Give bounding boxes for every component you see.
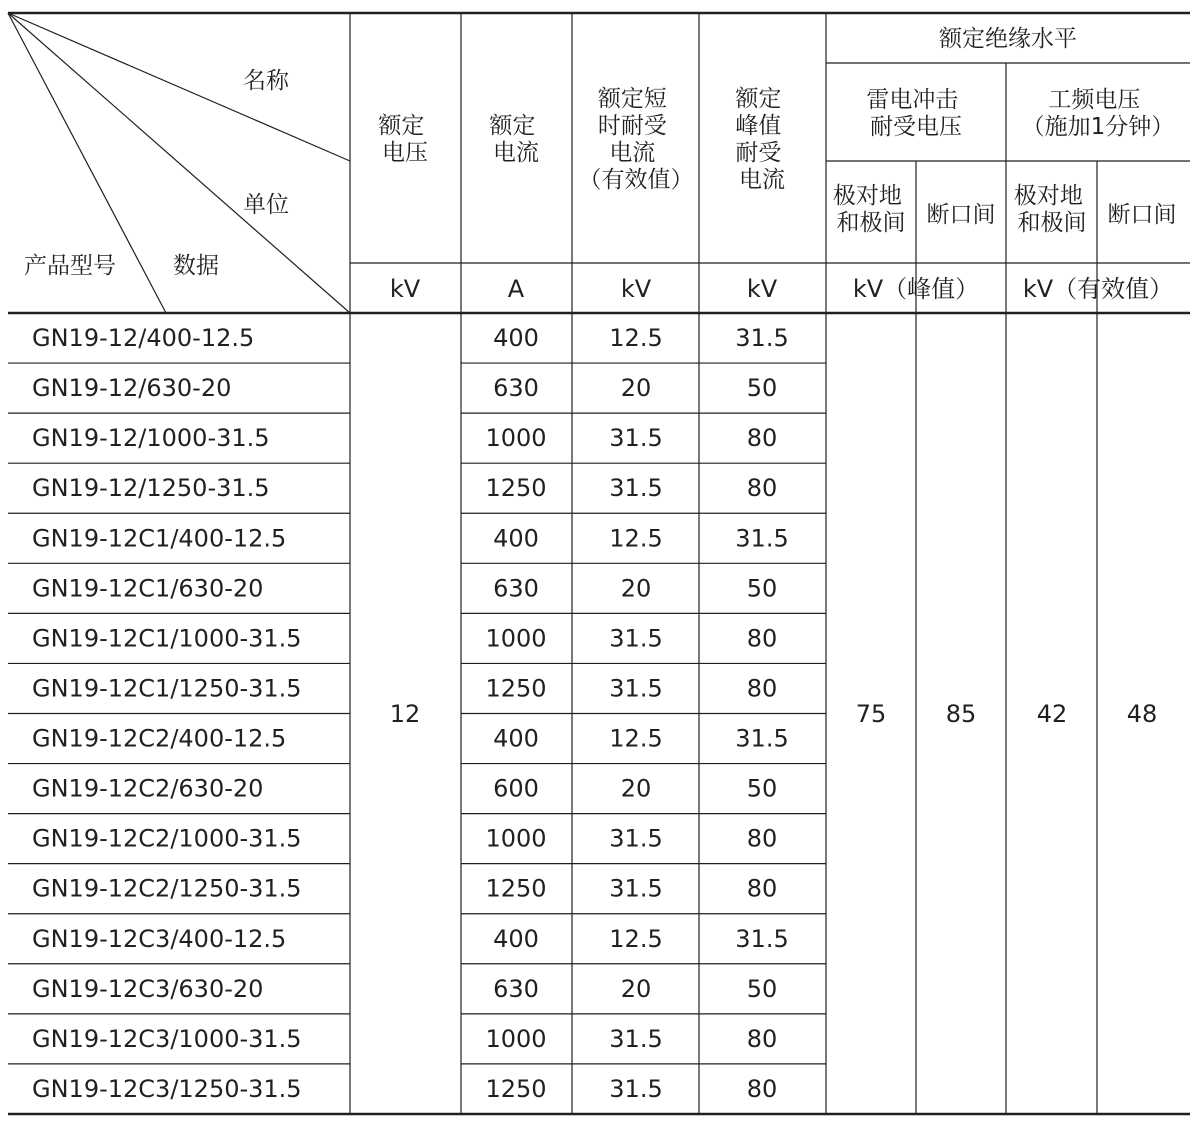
row-rated-current: 400 — [493, 524, 539, 553]
row-short-time-current: 20 — [620, 774, 652, 803]
row-model: GN19-12C1/630-20 — [32, 574, 264, 603]
corner-name-label: 名称 — [243, 68, 289, 94]
corner-data-label: 数据 — [173, 253, 219, 279]
row-short-time-current: 12.5 — [609, 724, 663, 753]
row-short-time-current: 20 — [620, 374, 652, 403]
corner-unit-label: 单位 — [243, 192, 289, 218]
row-rated-current: 1250 — [485, 874, 547, 903]
header-power-line-1: 工频电压 — [1048, 87, 1141, 113]
table-row — [32, 1025, 777, 1053]
header-rated-current-line-1: 额定 — [489, 113, 536, 139]
row-model: GN19-12C2/400-12.5 — [32, 724, 287, 753]
row-model: GN19-12/1250-31.5 — [32, 474, 270, 503]
header-lightning-earth-line-2: 和极间 — [836, 210, 906, 236]
row-peak-current: 50 — [746, 374, 778, 403]
row-short-time-current: 31.5 — [609, 874, 663, 903]
table-row — [32, 775, 777, 803]
table-row — [32, 725, 789, 753]
table-row — [32, 524, 789, 552]
row-short-time-current: 31.5 — [609, 674, 663, 703]
row-rated-current: 1000 — [485, 1024, 547, 1053]
unit-current: A — [507, 275, 525, 303]
row-model: GN19-12C2/1000-31.5 — [32, 824, 302, 853]
table-row — [32, 674, 777, 702]
table-row — [32, 875, 777, 903]
row-model: GN19-12/630-20 — [32, 374, 232, 403]
row-peak-current: 80 — [746, 1074, 778, 1103]
row-model: GN19-12C1/1250-31.5 — [32, 674, 302, 703]
unit-lightning: kV（峰值） — [852, 275, 980, 303]
row-short-time-current: 31.5 — [609, 624, 663, 653]
row-rated-current: 400 — [493, 324, 539, 353]
header-rated-voltage-line-2: 电压 — [382, 140, 428, 166]
table-row — [32, 474, 777, 502]
unit-peak: kV — [746, 275, 778, 303]
row-peak-current: 80 — [746, 624, 778, 653]
row-short-time-current: 12.5 — [609, 324, 663, 353]
row-rated-current: 630 — [493, 574, 539, 603]
row-short-time-current: 20 — [620, 974, 652, 1003]
row-rated-current: 1000 — [485, 424, 547, 453]
row-peak-current: 50 — [746, 974, 778, 1003]
header-rated-current-line-2: 电流 — [493, 140, 539, 166]
header-lightning-isolating: 断口间 — [926, 202, 996, 228]
row-model: GN19-12C3/400-12.5 — [32, 924, 287, 953]
row-peak-current: 80 — [746, 474, 778, 503]
row-model: GN19-12C1/400-12.5 — [32, 524, 287, 553]
header-short-time-current — [579, 86, 694, 193]
row-peak-current: 31.5 — [735, 724, 789, 753]
row-peak-current: 31.5 — [735, 924, 789, 953]
row-rated-current: 400 — [493, 924, 539, 953]
header-short-time-line-1: 额定短 — [597, 86, 667, 112]
table-row — [32, 975, 777, 1003]
header-peak-line-1: 额定 — [735, 86, 782, 112]
header-lightning-impulse — [866, 87, 965, 140]
merged-lightning-isolating: 85 — [945, 700, 977, 728]
header-power-isolating: 断口间 — [1107, 202, 1177, 228]
row-model: GN19-12/400-12.5 — [32, 324, 255, 353]
row-model: GN19-12C1/1000-31.5 — [32, 624, 302, 653]
row-rated-current: 400 — [493, 724, 539, 753]
row-rated-current: 1000 — [485, 824, 547, 853]
header-power-earth-line-1: 极对地 — [1013, 183, 1083, 209]
header-insulation-level: 额定绝缘水平 — [939, 26, 1077, 52]
table-row — [32, 324, 789, 352]
table-row — [32, 424, 777, 452]
table-row — [32, 374, 777, 402]
header-rated-current — [489, 113, 542, 166]
corner-cell — [24, 68, 290, 279]
table-row — [32, 624, 777, 652]
header-rated-voltage-line-1: 额定 — [378, 113, 425, 139]
row-short-time-current: 31.5 — [609, 1024, 663, 1053]
unit-voltage: kV — [389, 275, 421, 303]
table-row — [32, 925, 789, 953]
table-row — [32, 574, 777, 602]
row-rated-current: 1250 — [485, 674, 547, 703]
units-row — [390, 275, 1173, 303]
row-short-time-current: 12.5 — [609, 924, 663, 953]
row-peak-current: 80 — [746, 874, 778, 903]
row-short-time-current: 12.5 — [609, 524, 663, 553]
row-peak-current: 50 — [746, 774, 778, 803]
row-model: GN19-12C2/630-20 — [32, 774, 264, 803]
table-row — [32, 825, 777, 853]
corner-diagonal-1 — [8, 13, 350, 161]
unit-short-time: kV — [620, 275, 652, 303]
row-peak-current: 80 — [746, 674, 778, 703]
header-short-time-line-3: 电流 — [609, 140, 656, 166]
header-peak-line-3: 耐受 — [735, 140, 782, 166]
header-short-time-line-4: （有效值） — [578, 167, 694, 193]
row-peak-current: 80 — [746, 824, 778, 853]
header-lightning-line-1: 雷电冲击 — [866, 87, 959, 113]
header-peak-line-2: 峰值 — [735, 113, 782, 139]
row-rated-current: 630 — [493, 974, 539, 1003]
row-short-time-current: 31.5 — [609, 1074, 663, 1103]
row-peak-current: 31.5 — [735, 324, 789, 353]
header-power-line-2: （施加1分钟） — [1021, 114, 1175, 140]
unit-power: kV（有效值） — [1022, 275, 1174, 303]
header-lightning-line-2: 耐受电压 — [870, 114, 962, 140]
header-power-frequency — [1022, 87, 1175, 140]
table-row — [32, 1075, 777, 1103]
merged-power-to-earth: 42 — [1036, 700, 1068, 728]
row-short-time-current: 31.5 — [609, 474, 663, 503]
row-model: GN19-12C2/1250-31.5 — [32, 874, 302, 903]
header-lightning-to-earth — [833, 183, 909, 236]
row-model: GN19-12C3/630-20 — [32, 974, 264, 1003]
merged-lightning-to-earth: 75 — [855, 700, 887, 728]
row-short-time-current: 20 — [620, 574, 652, 603]
header-short-time-line-2: 时耐受 — [597, 113, 667, 139]
header-lightning-earth-line-1: 极对地 — [832, 183, 902, 209]
row-peak-current: 50 — [746, 574, 778, 603]
row-rated-current: 1250 — [485, 474, 547, 503]
merged-power-isolating: 48 — [1126, 700, 1158, 728]
row-rated-current: 1000 — [485, 624, 547, 653]
row-rated-current: 600 — [493, 774, 539, 803]
row-model: GN19-12C3/1000-31.5 — [32, 1024, 302, 1053]
row-rated-current: 630 — [493, 374, 539, 403]
header-peak-current — [735, 86, 788, 193]
row-model: GN19-12C3/1250-31.5 — [32, 1074, 302, 1103]
row-model: GN19-12/1000-31.5 — [32, 424, 270, 453]
header-power-to-earth — [1014, 183, 1090, 236]
row-short-time-current: 31.5 — [609, 424, 663, 453]
row-short-time-current: 31.5 — [609, 824, 663, 853]
row-peak-current: 80 — [746, 1024, 778, 1053]
header-titles — [378, 26, 1176, 236]
header-rated-voltage — [378, 113, 431, 166]
merged-rated-voltage: 12 — [389, 700, 421, 728]
row-rated-current: 1250 — [485, 1074, 547, 1103]
corner-model-label: 产品型号 — [24, 253, 116, 279]
row-peak-current: 80 — [746, 424, 778, 453]
header-power-earth-line-2: 和极间 — [1017, 210, 1087, 236]
row-peak-current: 31.5 — [735, 524, 789, 553]
header-peak-line-4: 电流 — [739, 167, 785, 193]
